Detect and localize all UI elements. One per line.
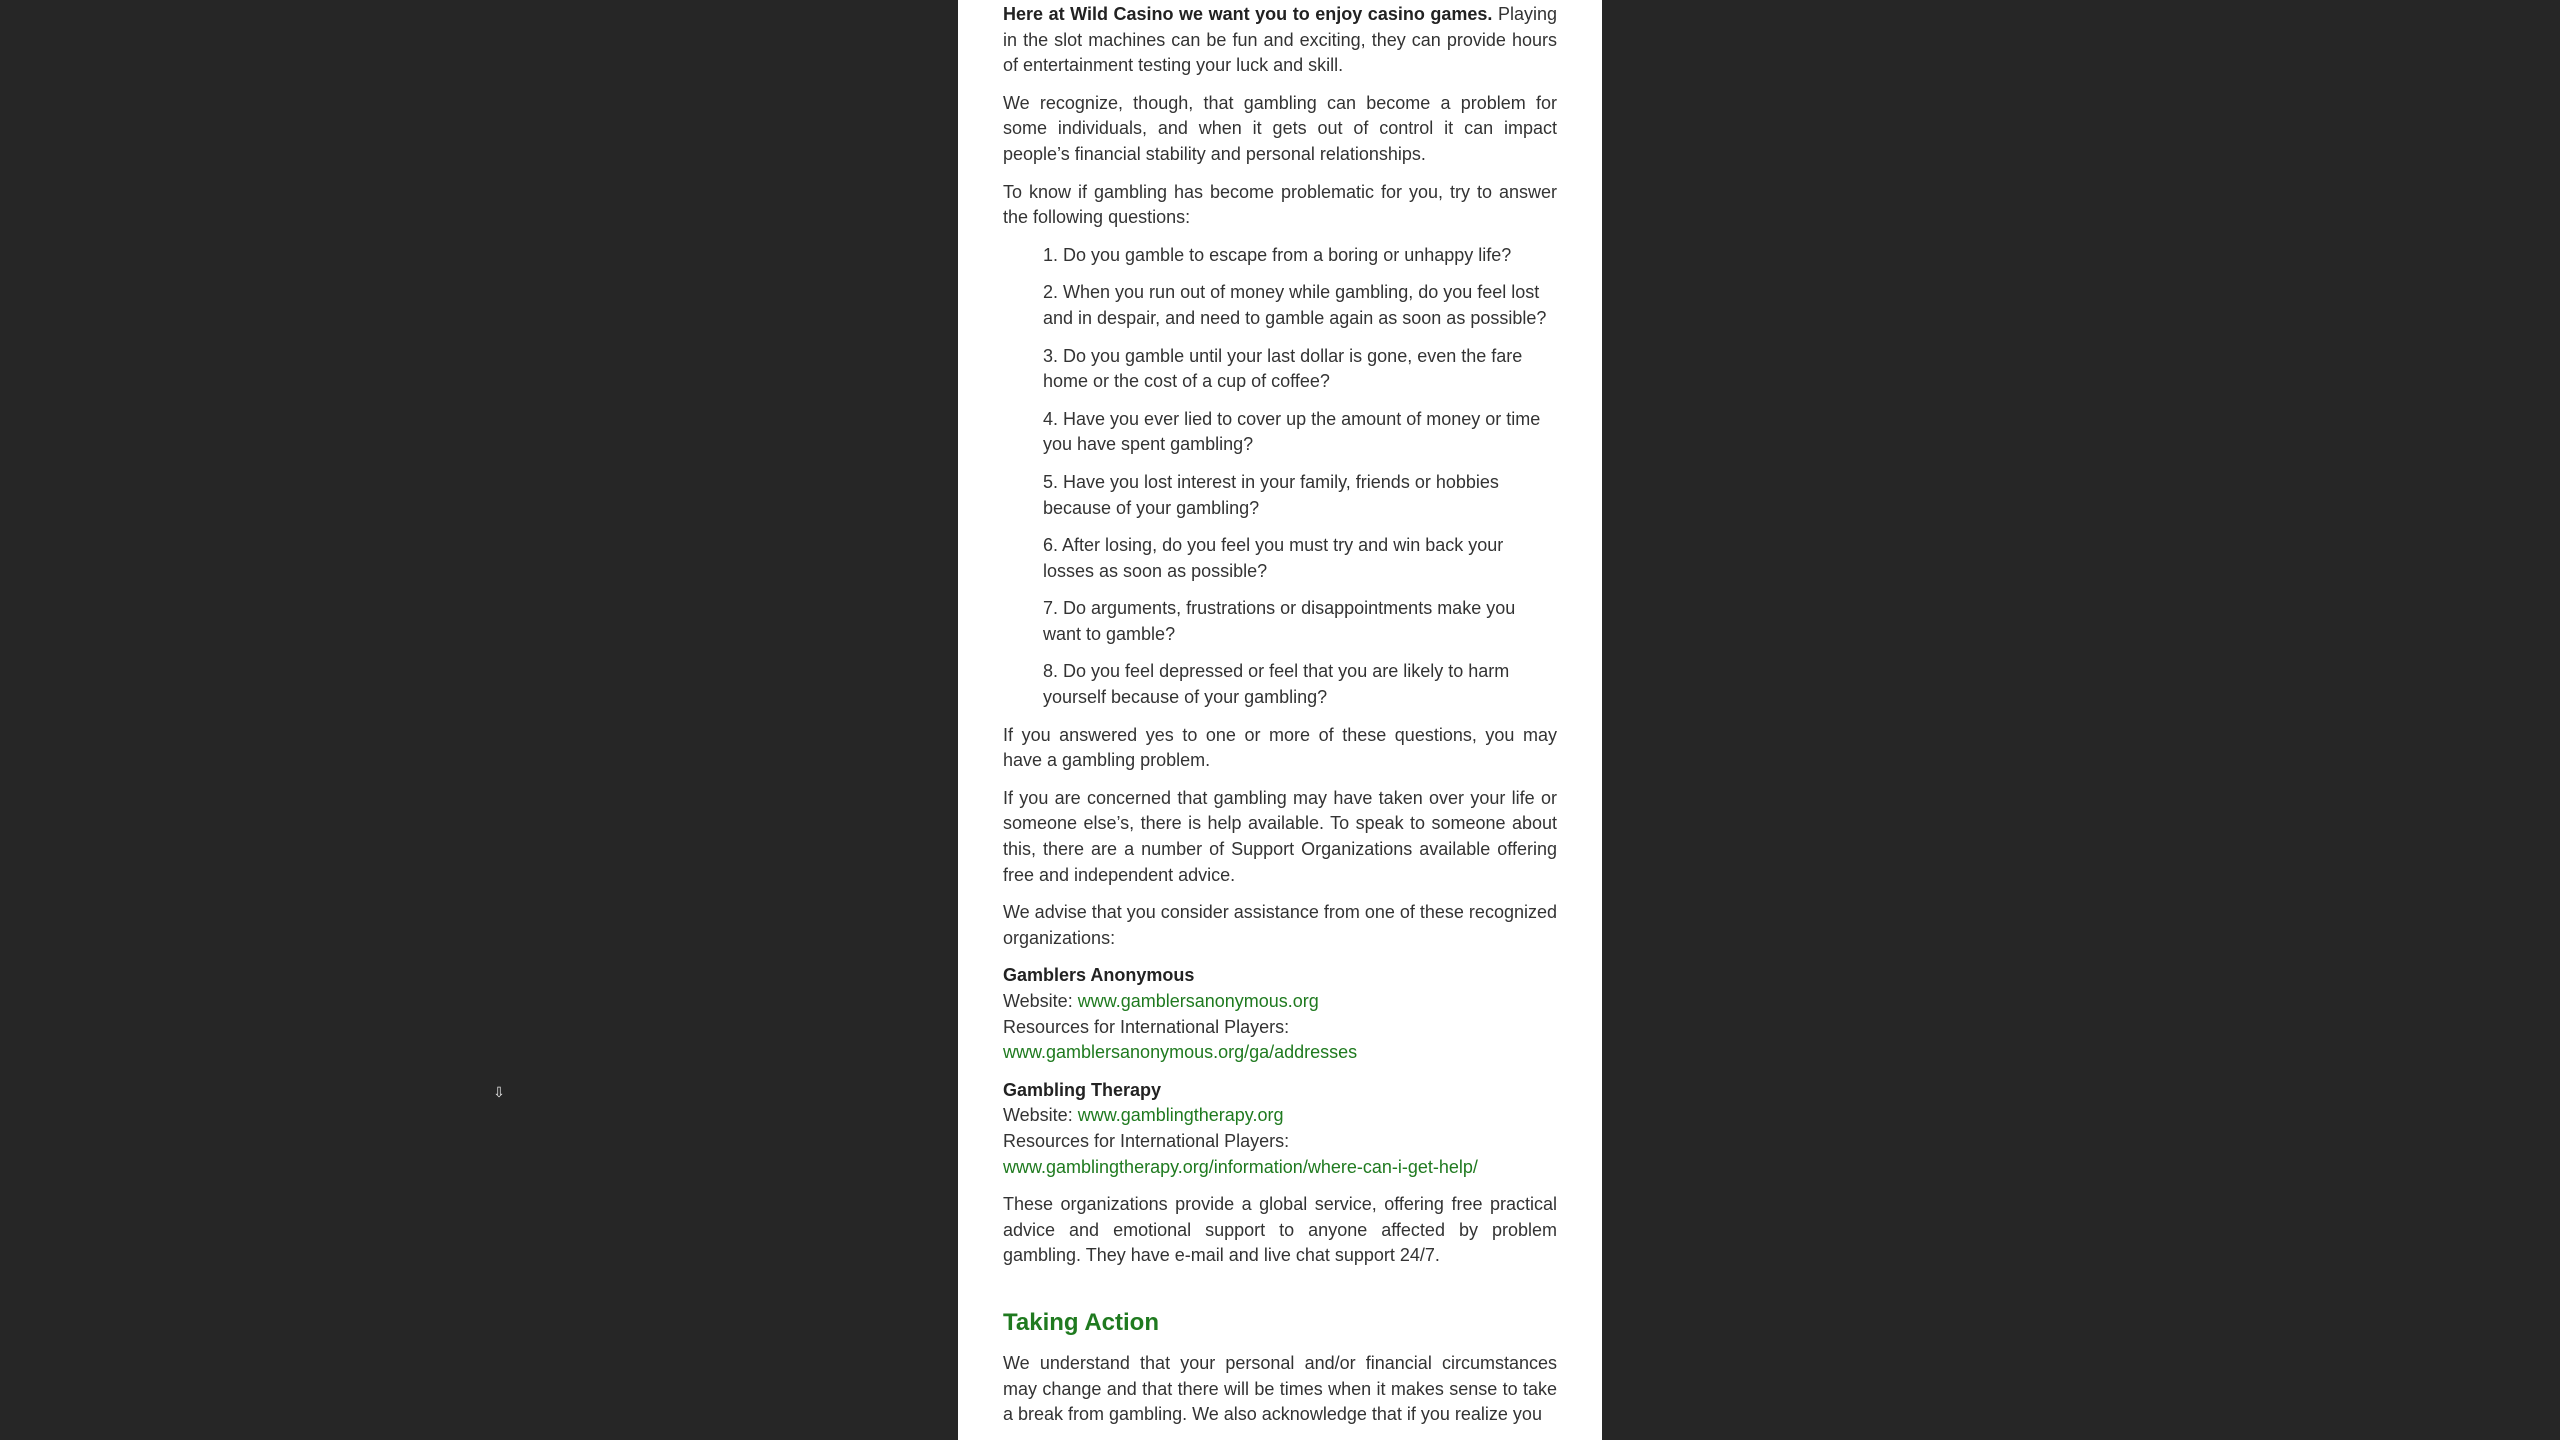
concerned-paragraph: If you are concerned that gambling may have taken over your life or someone else’s, there is help available. To speak to someone about this, there are a number of Support Organizations available offering free and independent advice. [1003,787,1557,885]
questions-list [1003,243,1557,711]
resources-line [1003,1040,1557,1066]
organizations-provide-paragraph: These organizations provide a global service, offering free practical advice and emotional support to anyone affected by problem gambling. They have e-mail and live chat support 24/7. [1003,1194,1557,1266]
organization-gambling-therapy [1003,1078,1557,1180]
if-yes-paragraph: If you answered yes to one or more of these questions, you may have a gambling problem. [1003,724,1557,771]
article-page [958,0,1602,1440]
resources-label: Resources for International Players: [1003,1130,1290,1151]
understand-paragraph: We understand that your personal and/or financial circumstances may change and that there will be times when it makes sense to take a break from gambling. We also acknowledge that if you realize you [1003,1352,1557,1425]
question-item: 2. When you run out of money while gambling, do you feel lost and in despair, and need to gamble again as soon as possible? [1043,282,1547,328]
question-item: 3. Do you gamble until your last dollar is gone, even the fare home or the cost of a cup of coffee? [1043,345,1523,392]
question-item: 8. Do you feel depressed or feel that you are likely to harm yourself because of your gambling? [1043,661,1510,708]
question-item: 4. Have you ever lied to cover up the amount of money or time you have spent gambling? [1043,408,1541,455]
advise-paragraph: We advise that you consider assistance from one of these recognized organizations: [1003,902,1557,948]
question-item: 5. Have you lost interest in your family, friends or hobbies because of your gambling? [1043,471,1499,518]
organization-name: Gambling Therapy [1003,1079,1162,1100]
website-link[interactable]: www.gamblersanonymous.org [1077,991,1319,1011]
organization-name: Gamblers Anonymous [1003,965,1195,986]
website-link[interactable]: www.gamblingtherapy.org [1077,1105,1284,1126]
resources-link[interactable]: www.gamblersanonymous.org/ga/addresses [1003,1042,1358,1063]
taking-action-heading: Taking Action [1003,1308,1159,1336]
intro-bold-text: Here at Wild Casino we want you to enjoy casino games. [1003,4,1493,24]
question-item: 7. Do arguments, frustrations or disappointments make you want to gamble? [1043,598,1516,644]
organization-gamblers-anonymous [1003,963,1557,1065]
intro-text: Playing in the slot machines can be fun and exciting, they can provide hours of entertainment testing your luck and skill. [1003,4,1558,76]
resources-line [1003,1155,1557,1181]
resources-link[interactable]: www.gamblingtherapy.org/information/where-can-i-get-help/ [1003,1156,1478,1177]
question-item: 1. Do you gamble to escape from a boring or unhappy life? [1043,244,1512,265]
website-line [1003,989,1557,1015]
recognize-paragraph: We recognize, though, that gambling can become a problem for some individuals, and when it gets out of control it can impact people’s financial stability and personal relationships. [1003,92,1557,164]
intro-paragraph [1003,2,1557,79]
mouse-pointer-icon: ⇩ [493,1084,505,1100]
to-know-paragraph: To know if gambling has become problematic for you, try to answer the following questions: [1003,181,1557,228]
website-label: Website: [1003,991,1078,1011]
article-content [1003,0,1557,1440]
website-label: Website: [1003,1105,1078,1126]
resources-label: Resources for International Players: [1003,1016,1290,1037]
question-item: 6. After losing, do you feel you must try and win back your losses as soon as possible? [1043,535,1504,581]
website-line [1003,1103,1557,1129]
